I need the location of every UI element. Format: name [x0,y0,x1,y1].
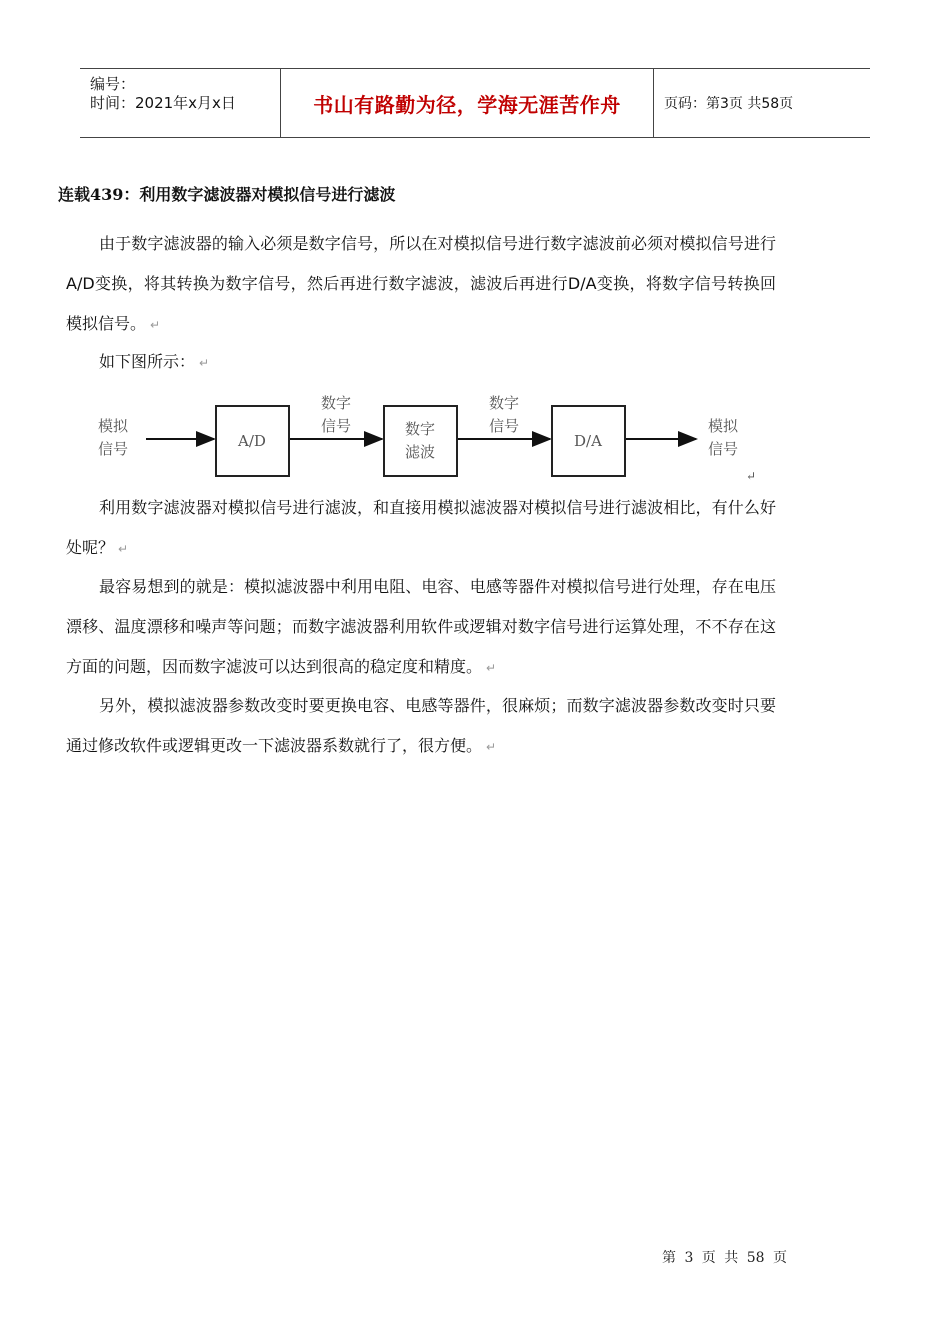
return-mark: ↵ [199,356,210,370]
paragraph-intro [66,224,776,345]
return-mark: ↵ [486,661,497,675]
output-label-1: 模拟 [708,417,739,435]
time-label: 时间：2021年x月x日 [90,94,236,112]
digital-label2-2: 信号 [488,417,520,435]
da-label: D/A [574,432,602,450]
return-mark: ↵ [118,542,129,556]
page-header [80,68,870,138]
return-mark: ↵ [746,469,757,483]
header-right-cell [654,69,870,137]
page-info: 页码：第3页 共58页 [664,96,794,112]
return-mark: ↵ [150,318,161,332]
digital-label-2: 信号 [320,417,352,435]
input-label-1: 模拟 [98,417,129,435]
paragraph-advantage-stability [66,567,776,688]
return-mark: ↵ [486,740,497,754]
article-title: 连载439：利用数字滤波器对模拟信号进行滤波 [58,185,396,204]
ad-label: A/D [238,432,266,450]
filter-label-2: 滤波 [404,443,436,461]
paragraph-text: 另外，模拟滤波器参数改变时要更换电容、电感等器件，很麻烦；而数字滤波器参数改变时只要通过修改软件或逻辑更改一下滤波器系数就行了，很方便。 [66,696,776,755]
paragraph-text: 如下图所示： [99,352,196,371]
output-label-2: 信号 [708,440,739,458]
number-label: 编号： [90,75,136,93]
motto: 书山有路勤为径，学海无涯苦作舟 [313,92,621,117]
paragraph-figure-intro [66,342,776,383]
signal-flow-diagram [90,388,770,488]
paragraph-advantage-flexibility [66,686,776,767]
digital-label2-1: 数字 [488,394,520,412]
paragraph-text: 最容易想到的就是：模拟滤波器中利用电阻、电容、电感等器件对模拟信号进行处理，存在电压漂移、温度漂移和噪声等问题；而数字滤波器利用软件或逻辑对数字信号进行运算处理，不不存在这方面的问题，因而数字滤波可以达到很高的稳定度和精度。 [66,577,776,676]
page-footer: 第 3 页 共 58 页 [662,1250,787,1266]
filter-label-1: 数字 [404,420,436,438]
paragraph-text: 利用数字滤波器对模拟信号进行滤波，和直接用模拟滤波器对模拟信号进行滤波相比，有什么好处呢？ [66,498,776,557]
input-label-2: 信号 [98,440,129,458]
header-left-cell [80,69,281,137]
paragraph-text: 由于数字滤波器的输入必须是数字信号，所以在对模拟信号进行数字滤波前必须对模拟信号进行A/D变换，将其转换为数字信号，然后再进行数字滤波，滤波后再进行D/A变换，将数字信号转换回模拟信号。 [66,234,776,333]
header-center-cell [281,69,654,137]
paragraph-question [66,488,776,569]
digital-label-1: 数字 [320,394,352,412]
digital-filter-block [384,406,457,476]
